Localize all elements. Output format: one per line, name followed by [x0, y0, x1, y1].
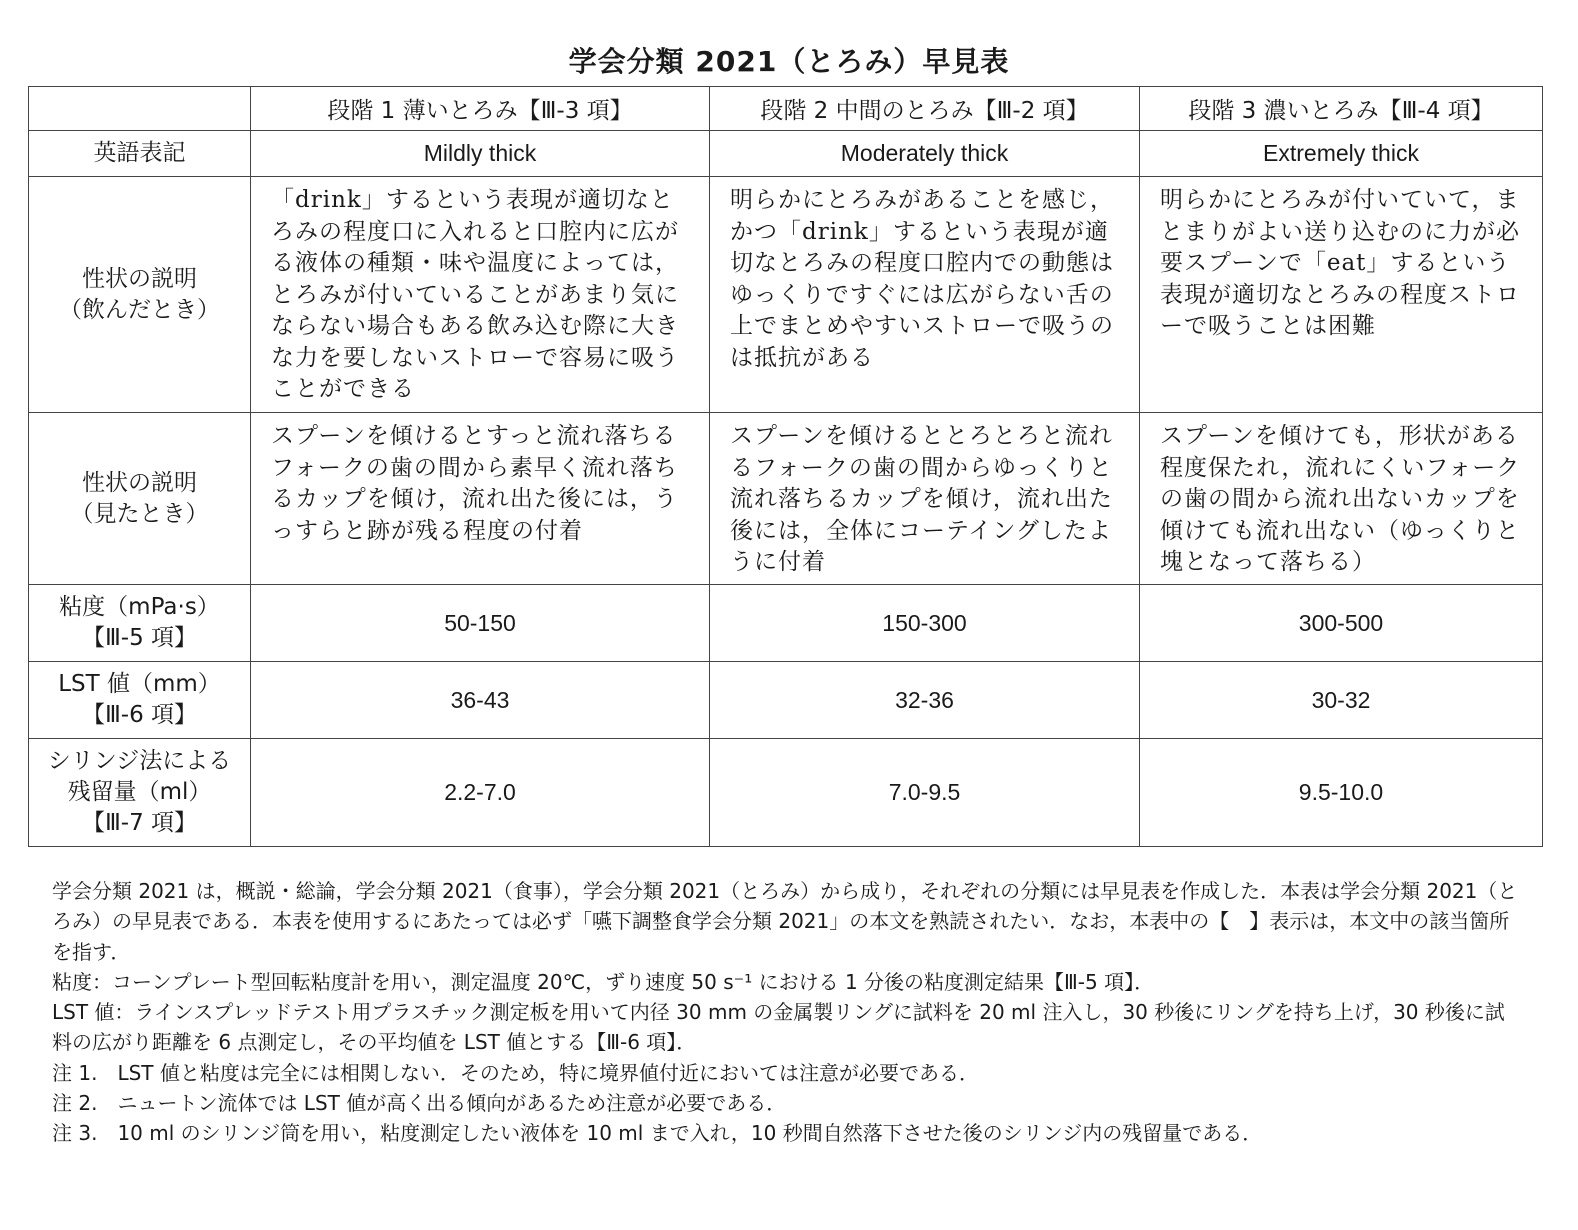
row-label-drinking-line2: （飲んだとき） — [59, 296, 220, 323]
looking-stage-3: スプーンを傾けても，形状がある程度保たれ，流れにくいフォークの歯の間から流れ出ないカップを傾けても流れ出ない（ゆっくりと塊となって落ちる） — [1140, 413, 1543, 585]
row-label-looking — [29, 413, 251, 585]
looking-row — [29, 413, 1543, 585]
row-label-lst — [29, 662, 251, 739]
row-label-lst-line1: LST 値（mm） — [58, 671, 221, 697]
row-label-syringe-line1: シリンジ法による — [47, 748, 232, 774]
page-title: 学会分類 2021（とろみ）早見表 — [568, 45, 1010, 78]
header-row — [29, 87, 1543, 131]
looking-stage-1: スプーンを傾けるとすっと流れ落ちるフォークの歯の間から素早く流れ落ちるカップを傾け，流れ出た後には，うっすらと跡が残る程度の付着 — [251, 413, 710, 585]
row-label-viscosity-line1: 粘度（mPa·s） — [59, 594, 220, 620]
header-corner-cell — [29, 87, 251, 131]
row-label-drinking — [29, 177, 251, 413]
english-stage-1: Mildly thick — [251, 131, 710, 177]
viscosity-stage-3: 300-500 — [1140, 585, 1543, 662]
english-stage-3: Extremely thick — [1140, 131, 1543, 177]
row-label-lst-line2: 【Ⅲ-6 項】 — [81, 702, 198, 728]
thickness-classification-table — [28, 86, 1543, 847]
drinking-row — [29, 177, 1543, 413]
row-label-drinking-line1: 性状の説明 — [82, 265, 197, 292]
lst-row — [29, 662, 1543, 739]
footnote-note-2: 注 2. ニュートン流体では LST 値が高く出る傾向があるため注意が必要である． — [52, 1091, 787, 1116]
footnote-lst: LST 値：ラインスプレッドテスト用プラスチック測定板を用いて内径 30 mm の金属製リングに試料を 20 ml 注入し，30 秒後にリングを持ち上げ，30 秒後に試料の広がり距離を 6 点測定し，その平均値を LST 値とする【Ⅲ-6 項】． — [52, 1000, 1505, 1055]
lst-stage-3: 30-32 — [1140, 662, 1543, 739]
viscosity-stage-2: 150-300 — [710, 585, 1140, 662]
syringe-stage-2: 7.0-9.5 — [710, 739, 1140, 847]
lst-stage-1: 36-43 — [251, 662, 710, 739]
english-stage-2: Moderately thick — [710, 131, 1140, 177]
footnote-intro: 学会分類 2021 は，概説・総論，学会分類 2021（食事），学会分類 2021（とろみ）から成り，それぞれの分類には早見表を作成した．本表は学会分類 2021（とろみ）の早見表である．本表を使用するにあたっては必ず「嚥下調整食学会分類 2021」の本文を熟読されたい．なお，本表中の【 】表示は，本文中の該当箇所を指す． — [52, 879, 1518, 964]
viscosity-stage-1: 50-150 — [251, 585, 710, 662]
row-label-syringe-line3: 【Ⅲ-7 項】 — [81, 810, 198, 836]
lst-stage-2: 32-36 — [710, 662, 1140, 739]
row-label-looking-line2: （見たとき） — [70, 500, 209, 527]
row-label-looking-line1: 性状の説明 — [82, 469, 197, 496]
row-label-syringe — [29, 739, 251, 847]
header-stage-1: 段階 1 薄いとろみ【Ⅲ-3 項】 — [251, 87, 710, 131]
english-row — [29, 131, 1543, 177]
looking-stage-2: スプーンを傾けるととろとろと流れるフォークの歯の間からゆっくりと流れ落ちるカップを傾け，流れ出た後には，全体にコーテイングしたように付着 — [710, 413, 1140, 585]
row-label-viscosity-line2: 【Ⅲ-5 項】 — [81, 625, 198, 651]
drinking-stage-1: 「drink」するという表現が適切なとろみの程度口に入れると口腔内に広がる液体の種類・味や温度によっては，とろみが付いていることがあまり気にならない場合もある飲み込む際に大きな力を要しないストローで容易に吸うことができる — [251, 177, 710, 413]
header-stage-3: 段階 3 濃いとろみ【Ⅲ-4 項】 — [1140, 87, 1543, 131]
row-label-viscosity — [29, 585, 251, 662]
syringe-stage-1: 2.2-7.0 — [251, 739, 710, 847]
footnote-note-1: 注 1. LST 値と粘度は完全には相関しない．そのため，特に境界値付近においては注意が必要である． — [52, 1060, 980, 1085]
row-label-syringe-line2: 残留量（ml） — [67, 779, 212, 805]
drinking-stage-3: 明らかにとろみが付いていて，まとまりがよい送り込むのに力が必要スプーンで「eat」するという表現が適切なとろみの程度ストローで吸うことは困難 — [1140, 177, 1543, 413]
viscosity-row — [29, 585, 1543, 662]
footnote-note-3: 注 3. 10 ml のシリンジ筒を用い，粘度測定したい液体を 10 ml まで入れ，10 秒間自然落下させた後のシリンジ内の残留量である． — [52, 1121, 1263, 1146]
footnote-viscosity: 粘度：コーンプレート型回転粘度計を用い，測定温度 20℃，ずり速度 50 s⁻¹ における 1 分後の粘度測定結果【Ⅲ-5 項】． — [52, 969, 1155, 994]
syringe-row — [29, 739, 1543, 847]
footnotes — [52, 876, 1522, 1149]
drinking-stage-2: 明らかにとろみがあることを感じ，かつ「drink」するという表現が適切なとろみの程度口腔内での動態はゆっくりですぐには広がらない舌の上でまとめやすいストローで吸うのは抵抗がある — [710, 177, 1140, 413]
syringe-stage-3: 9.5-10.0 — [1140, 739, 1543, 847]
header-stage-2: 段階 2 中間のとろみ【Ⅲ-2 項】 — [710, 87, 1140, 131]
row-label-english: 英語表記 — [29, 131, 251, 177]
